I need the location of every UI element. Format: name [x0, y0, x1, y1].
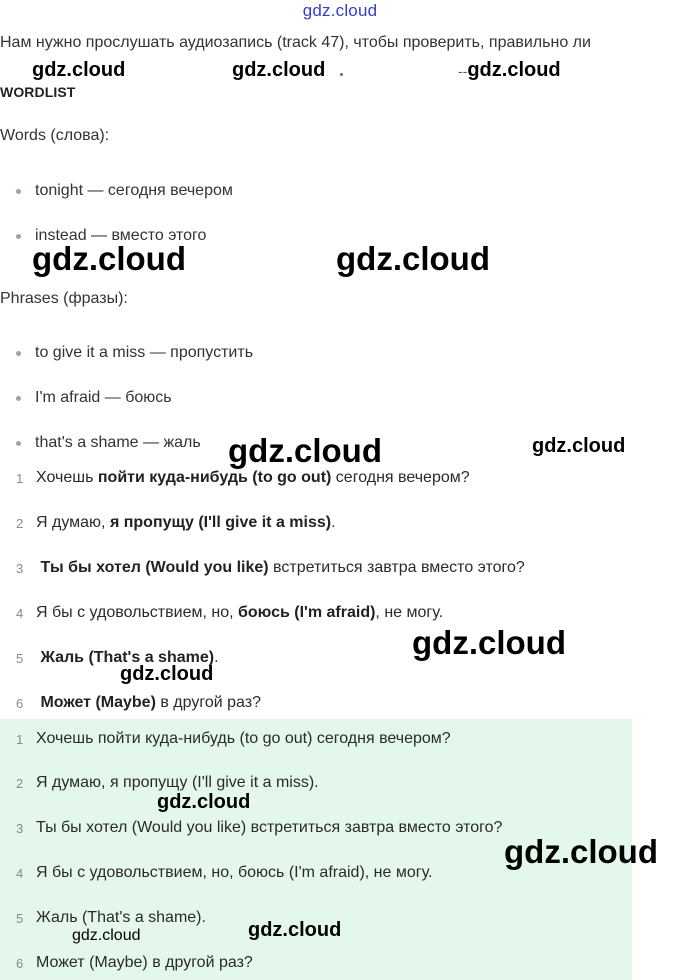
row-number: 2	[16, 515, 24, 531]
words-label: Words (слова):	[0, 127, 110, 144]
phrase-item-text: I'm afraid — боюсь	[35, 389, 172, 406]
watermark: gdz.cloud	[32, 59, 126, 81]
row-text: Я бы с удовольствием, но, боюсь (I'm afraid), не могу.	[36, 604, 444, 621]
row-number: 1	[16, 731, 24, 747]
answer-text: Жаль (That's a shame).	[36, 909, 206, 926]
bullet-dot	[16, 441, 21, 446]
phrase-item-text: to give it a miss — пропустить	[35, 344, 254, 361]
row-text: Хочешь пойти куда-нибудь (to go out) сегодня вечером?	[36, 469, 470, 486]
answer-row	[0, 728, 451, 750]
watermark: gdz.cloud	[248, 919, 342, 941]
answer-text: Ты бы хотел (Would you like) встретиться завтра вместо этого?	[36, 819, 503, 836]
row-text: Жаль (That's a shame).	[40, 649, 219, 666]
row-number: 5	[16, 910, 24, 926]
word-item-text: instead — вместо этого	[35, 227, 207, 244]
row-text: Ты бы хотел (Would you like) встретиться завтра вместо этого?	[40, 559, 525, 576]
watermark: gdz.cloud	[120, 663, 214, 685]
row-number: 1	[16, 470, 24, 486]
wordlist-title: WORDLIST	[0, 84, 76, 100]
answer-row	[0, 907, 206, 929]
answer-text: Я думаю, я пропущу (I'll give it a miss).	[36, 774, 319, 791]
word-item	[16, 180, 233, 202]
watermark: gdz.cloud	[32, 240, 186, 277]
row-number: 6	[16, 695, 24, 711]
phrase-item-text: that's a shame — жаль	[35, 434, 201, 451]
watermark: gdz.cloud	[232, 59, 326, 81]
row-text: Я думаю, я пропущу (I'll give it a miss).	[36, 514, 336, 531]
row-number: 4	[16, 605, 24, 621]
watermark: --gdz.cloud	[458, 59, 561, 81]
answer-row	[0, 817, 502, 839]
answer-row	[0, 952, 253, 974]
exercise-row	[0, 692, 261, 714]
watermark: gdz.cloud	[157, 791, 251, 813]
answer-text: Я бы с удовольствием, но, боюсь (I'm afraid), не могу.	[36, 864, 433, 881]
word-item-text: tonight — сегодня вечером	[35, 182, 233, 199]
stray-dot	[340, 73, 343, 76]
phrases-label: Phrases (фразы):	[0, 290, 128, 307]
bullet-dot	[16, 189, 21, 194]
exercise-row	[0, 557, 525, 579]
exercise-row	[0, 467, 470, 489]
row-number: 6	[16, 955, 24, 971]
row-number: 2	[16, 775, 24, 791]
exercise-row	[0, 512, 336, 534]
phrase-item	[16, 432, 201, 454]
watermark: gdz.cloud	[412, 624, 566, 661]
watermark: gdz.cloud	[336, 240, 490, 277]
row-number: 5	[16, 650, 24, 666]
answer-text: Хочешь пойти куда-нибудь (to go out) сегодня вечером?	[36, 730, 451, 747]
row-number: 4	[16, 865, 24, 881]
row-number: 3	[16, 560, 24, 576]
phrase-item	[16, 387, 172, 409]
row-number: 3	[16, 820, 24, 836]
watermark: gdz.cloud	[504, 833, 658, 870]
site-watermark-header: gdz.cloud	[302, 1, 378, 20]
answer-row	[0, 862, 432, 884]
row-text: Может (Maybe) в другой раз?	[40, 694, 261, 711]
bullet-dot	[16, 234, 21, 239]
exercise-row	[0, 602, 443, 624]
answer-text: Может (Maybe) в другой раз?	[36, 954, 253, 971]
watermark: gdz.cloud	[228, 432, 382, 469]
phrase-item	[16, 342, 253, 364]
watermark: gdz.cloud	[72, 927, 141, 944]
watermark: gdz.cloud	[532, 435, 626, 457]
bullet-dot	[16, 351, 21, 356]
intro-text: Нам нужно прослушать аудиозапись (track 47), чтобы проверить, правильно ли	[0, 34, 591, 51]
bullet-dot	[16, 396, 21, 401]
